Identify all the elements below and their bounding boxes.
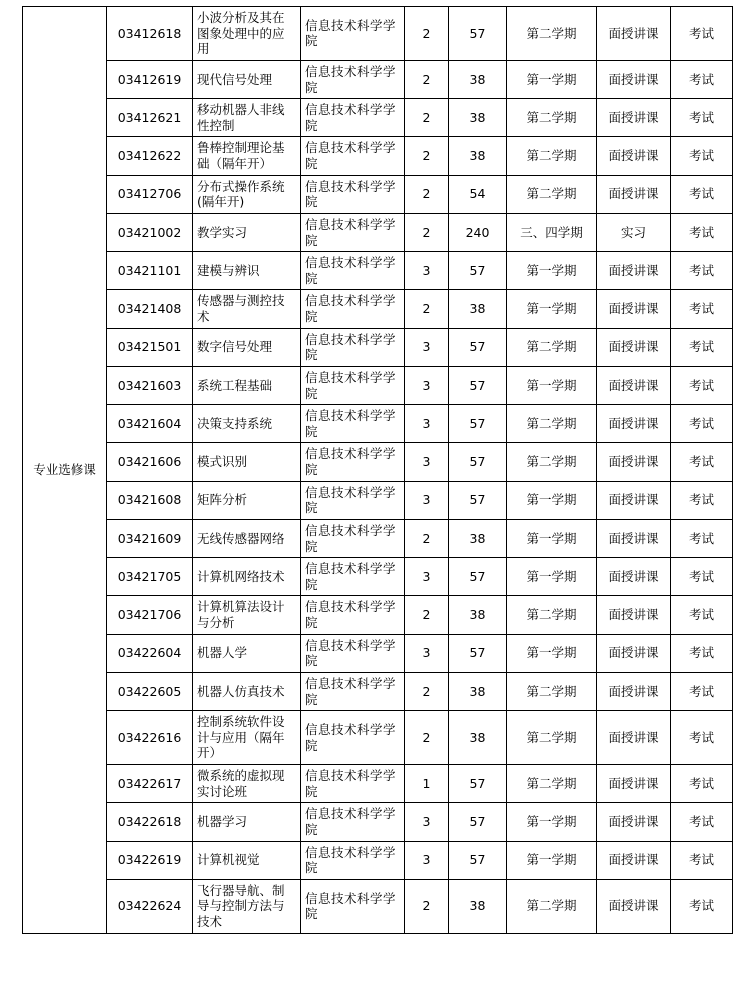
course-assessment-cell: 考试 [671,366,733,404]
course-credit-cell: 3 [405,841,449,879]
course-code-cell: 03421604 [107,405,193,443]
course-name-cell: 计算机视觉 [193,841,301,879]
course-code-cell: 03421603 [107,366,193,404]
course-mode-cell: 面授讲课 [597,60,671,98]
course-assessment-cell: 考试 [671,60,733,98]
course-hours-cell: 38 [449,290,507,328]
course-name-cell: 控制系统软件设计与应用（隔年开） [193,711,301,765]
table-row [23,879,733,933]
table-row [23,596,733,634]
course-term-cell: 第一学期 [507,60,597,98]
course-mode-cell: 面授讲课 [597,558,671,596]
course-hours-cell: 57 [449,634,507,672]
course-code-cell: 03412621 [107,99,193,137]
course-college-cell: 信息技术科学学院 [301,7,405,61]
course-college-cell: 信息技术科学学院 [301,175,405,213]
course-credit-cell: 2 [405,879,449,933]
course-term-cell: 第二学期 [507,879,597,933]
course-hours-cell: 57 [449,558,507,596]
course-college-cell: 信息技术科学学院 [301,443,405,481]
course-term-cell: 第二学期 [507,765,597,803]
course-code-cell: 03421706 [107,596,193,634]
course-credit-cell: 3 [405,634,449,672]
course-code-cell: 03412619 [107,60,193,98]
course-assessment-cell: 考试 [671,443,733,481]
course-assessment-cell: 考试 [671,290,733,328]
course-term-cell: 第一学期 [507,366,597,404]
course-mode-cell: 面授讲课 [597,405,671,443]
course-college-cell: 信息技术科学学院 [301,405,405,443]
course-term-cell: 第二学期 [507,596,597,634]
course-assessment-cell: 考试 [671,99,733,137]
course-hours-cell: 38 [449,137,507,175]
course-credit-cell: 2 [405,99,449,137]
course-mode-cell: 面授讲课 [597,137,671,175]
course-mode-cell: 面授讲课 [597,175,671,213]
course-college-cell: 信息技术科学学院 [301,879,405,933]
course-credit-cell: 2 [405,213,449,251]
course-assessment-cell: 考试 [671,711,733,765]
course-assessment-cell: 考试 [671,481,733,519]
course-college-cell: 信息技术科学学院 [301,99,405,137]
course-mode-cell: 面授讲课 [597,841,671,879]
course-code-cell: 03421705 [107,558,193,596]
course-code-cell: 03421101 [107,252,193,290]
table-row [23,7,733,61]
course-term-cell: 第二学期 [507,175,597,213]
table-row [23,443,733,481]
course-credit-cell: 1 [405,765,449,803]
course-credit-cell: 3 [405,328,449,366]
course-assessment-cell: 考试 [671,596,733,634]
course-name-cell: 分布式操作系统(隔年开) [193,175,301,213]
course-term-cell: 第一学期 [507,558,597,596]
course-credit-cell: 2 [405,596,449,634]
course-assessment-cell: 考试 [671,519,733,557]
course-code-cell: 03421002 [107,213,193,251]
course-hours-cell: 57 [449,481,507,519]
course-college-cell: 信息技术科学学院 [301,366,405,404]
course-code-cell: 03412622 [107,137,193,175]
course-hours-cell: 38 [449,711,507,765]
course-name-cell: 无线传感器网络 [193,519,301,557]
table-row [23,213,733,251]
course-college-cell: 信息技术科学学院 [301,634,405,672]
course-term-cell: 第一学期 [507,252,597,290]
course-college-cell: 信息技术科学学院 [301,290,405,328]
table-row [23,519,733,557]
course-mode-cell: 面授讲课 [597,443,671,481]
course-hours-cell: 38 [449,99,507,137]
course-mode-cell: 面授讲课 [597,290,671,328]
course-code-cell: 03412618 [107,7,193,61]
course-hours-cell: 57 [449,841,507,879]
course-assessment-cell: 考试 [671,252,733,290]
course-name-cell: 机器人学 [193,634,301,672]
course-credit-cell: 3 [405,481,449,519]
course-name-cell: 矩阵分析 [193,481,301,519]
course-credit-cell: 2 [405,60,449,98]
course-assessment-cell: 考试 [671,213,733,251]
course-name-cell: 传感器与测控技术 [193,290,301,328]
course-hours-cell: 38 [449,596,507,634]
course-college-cell: 信息技术科学学院 [301,672,405,710]
course-college-cell: 信息技术科学学院 [301,252,405,290]
table-row [23,803,733,841]
course-code-cell: 03422604 [107,634,193,672]
course-code-cell: 03421606 [107,443,193,481]
course-category-cell: 专业选修课 [23,7,107,934]
course-assessment-cell: 考试 [671,803,733,841]
course-name-cell: 机器学习 [193,803,301,841]
course-code-cell: 03421608 [107,481,193,519]
course-term-cell: 第二学期 [507,672,597,710]
table-row [23,634,733,672]
course-name-cell: 建模与辨识 [193,252,301,290]
table-row [23,672,733,710]
course-name-cell: 数字信号处理 [193,328,301,366]
table-row [23,481,733,519]
course-term-cell: 第一学期 [507,634,597,672]
course-code-cell: 03422618 [107,803,193,841]
course-credit-cell: 2 [405,519,449,557]
course-mode-cell: 面授讲课 [597,366,671,404]
course-name-cell: 决策支持系统 [193,405,301,443]
course-mode-cell: 面授讲课 [597,634,671,672]
course-name-cell: 小波分析及其在图象处理中的应用 [193,7,301,61]
course-credit-cell: 2 [405,137,449,175]
table-row [23,558,733,596]
table-row [23,252,733,290]
course-code-cell: 03422616 [107,711,193,765]
course-assessment-cell: 考试 [671,175,733,213]
course-hours-cell: 57 [449,443,507,481]
course-code-cell: 03422619 [107,841,193,879]
course-hours-cell: 57 [449,7,507,61]
course-code-cell: 03421408 [107,290,193,328]
course-college-cell: 信息技术科学学院 [301,558,405,596]
course-term-cell: 第一学期 [507,481,597,519]
course-college-cell: 信息技术科学学院 [301,328,405,366]
course-college-cell: 信息技术科学学院 [301,765,405,803]
course-college-cell: 信息技术科学学院 [301,60,405,98]
course-mode-cell: 面授讲课 [597,711,671,765]
course-code-cell: 03421501 [107,328,193,366]
course-credit-cell: 2 [405,290,449,328]
course-assessment-cell: 考试 [671,137,733,175]
course-college-cell: 信息技术科学学院 [301,213,405,251]
course-mode-cell: 面授讲课 [597,7,671,61]
course-term-cell: 第二学期 [507,443,597,481]
course-credit-cell: 3 [405,803,449,841]
course-credit-cell: 2 [405,175,449,213]
course-name-cell: 计算机网络技术 [193,558,301,596]
table-row [23,841,733,879]
table-row [23,765,733,803]
course-hours-cell: 57 [449,366,507,404]
course-term-cell: 第一学期 [507,290,597,328]
course-mode-cell: 面授讲课 [597,596,671,634]
course-college-cell: 信息技术科学学院 [301,596,405,634]
course-name-cell: 机器人仿真技术 [193,672,301,710]
course-credit-cell: 3 [405,252,449,290]
course-term-cell: 第二学期 [507,99,597,137]
course-code-cell: 03412706 [107,175,193,213]
table-row [23,137,733,175]
course-code-cell: 03421609 [107,519,193,557]
course-mode-cell: 面授讲课 [597,519,671,557]
course-hours-cell: 57 [449,803,507,841]
course-name-cell: 飞行器导航、制导与控制方法与技术 [193,879,301,933]
course-term-cell: 第二学期 [507,137,597,175]
course-assessment-cell: 考试 [671,7,733,61]
course-credit-cell: 2 [405,672,449,710]
course-hours-cell: 38 [449,879,507,933]
course-hours-cell: 57 [449,328,507,366]
table-row [23,290,733,328]
course-assessment-cell: 考试 [671,558,733,596]
table-row [23,60,733,98]
course-college-cell: 信息技术科学学院 [301,481,405,519]
course-assessment-cell: 考试 [671,765,733,803]
course-mode-cell: 面授讲课 [597,328,671,366]
course-credit-cell: 2 [405,711,449,765]
course-assessment-cell: 考试 [671,405,733,443]
course-assessment-cell: 考试 [671,879,733,933]
course-name-cell: 教学实习 [193,213,301,251]
course-hours-cell: 240 [449,213,507,251]
course-hours-cell: 38 [449,519,507,557]
course-term-cell: 第二学期 [507,711,597,765]
course-credit-cell: 2 [405,7,449,61]
course-name-cell: 现代信号处理 [193,60,301,98]
table-row [23,405,733,443]
course-term-cell: 第二学期 [507,328,597,366]
course-term-cell: 三、四学期 [507,213,597,251]
course-term-cell: 第一学期 [507,803,597,841]
course-code-cell: 03422617 [107,765,193,803]
course-mode-cell: 面授讲课 [597,99,671,137]
course-term-cell: 第一学期 [507,519,597,557]
course-code-cell: 03422605 [107,672,193,710]
course-assessment-cell: 考试 [671,328,733,366]
course-college-cell: 信息技术科学学院 [301,841,405,879]
course-mode-cell: 面授讲课 [597,765,671,803]
course-mode-cell: 实习 [597,213,671,251]
course-assessment-cell: 考试 [671,634,733,672]
course-term-cell: 第二学期 [507,7,597,61]
course-mode-cell: 面授讲课 [597,803,671,841]
course-hours-cell: 57 [449,252,507,290]
course-mode-cell: 面授讲课 [597,252,671,290]
course-name-cell: 系统工程基础 [193,366,301,404]
course-mode-cell: 面授讲课 [597,481,671,519]
course-hours-cell: 57 [449,765,507,803]
course-name-cell: 计算机算法设计与分析 [193,596,301,634]
course-hours-cell: 54 [449,175,507,213]
course-table-body [23,7,733,934]
course-name-cell: 模式识别 [193,443,301,481]
table-row [23,328,733,366]
course-college-cell: 信息技术科学学院 [301,137,405,175]
course-term-cell: 第一学期 [507,841,597,879]
course-table [22,6,733,934]
table-row [23,175,733,213]
course-code-cell: 03422624 [107,879,193,933]
course-name-cell: 微系统的虚拟现实讨论班 [193,765,301,803]
course-credit-cell: 3 [405,558,449,596]
course-name-cell: 移动机器人非线性控制 [193,99,301,137]
course-credit-cell: 3 [405,366,449,404]
course-college-cell: 信息技术科学学院 [301,519,405,557]
course-credit-cell: 3 [405,405,449,443]
course-assessment-cell: 考试 [671,841,733,879]
course-name-cell: 鲁棒控制理论基础（隔年开） [193,137,301,175]
course-credit-cell: 3 [405,443,449,481]
course-hours-cell: 38 [449,60,507,98]
course-hours-cell: 38 [449,672,507,710]
course-assessment-cell: 考试 [671,672,733,710]
course-mode-cell: 面授讲课 [597,672,671,710]
table-row [23,99,733,137]
course-college-cell: 信息技术科学学院 [301,803,405,841]
course-mode-cell: 面授讲课 [597,879,671,933]
course-hours-cell: 57 [449,405,507,443]
table-row [23,366,733,404]
course-term-cell: 第二学期 [507,405,597,443]
course-college-cell: 信息技术科学学院 [301,711,405,765]
table-row [23,711,733,765]
